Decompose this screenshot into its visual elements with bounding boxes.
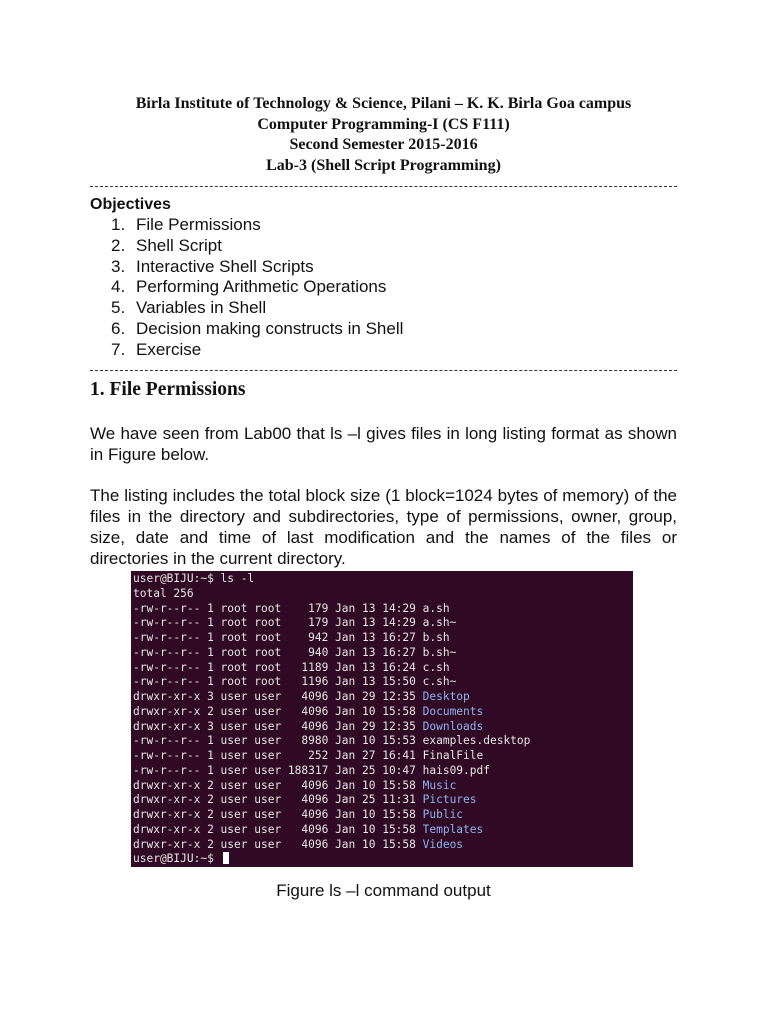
terminal-listing-row (133, 734, 633, 749)
objective-item: 4. Performing Arithmetic Operations (111, 277, 387, 297)
terminal-listing-row (133, 646, 633, 661)
terminal-listing-row (133, 764, 633, 779)
paragraph-intro: We have seen from Lab00 that ls –l gives files in long listing format as shown in Figure below. (90, 424, 677, 464)
listing-file-name: a.sh (422, 601, 450, 615)
objective-item: 3. Interactive Shell Scripts (111, 256, 314, 276)
listing-attributes: drwxr-xr-x 2 user user 4096 Jan 25 11:31 (133, 793, 423, 807)
objective-item: 2. Shell Script (111, 235, 222, 255)
terminal-listing-row (133, 779, 633, 794)
figure-caption: Figure ls –l command output (276, 881, 491, 900)
listing-attributes: -rw-r--r-- 1 root root 940 Jan 13 16:27 (133, 645, 423, 659)
listing-directory-name: Music (422, 778, 457, 792)
objective-item: 1. File Permissions (111, 215, 261, 234)
terminal-final-prompt: user@BIJU:~$ (133, 852, 633, 867)
terminal-screenshot (131, 571, 633, 867)
terminal-listing-row (133, 793, 633, 808)
objectives-list (111, 215, 403, 361)
listing-attributes: drwxr-xr-x 2 user user 4096 Jan 10 15:58 (133, 822, 423, 836)
objective-item: 6. Decision making constructs in Shell (111, 318, 404, 338)
listing-attributes: drwxr-xr-x 2 user user 4096 Jan 10 15:58 (133, 704, 423, 718)
listing-file-name: examples.desktop (422, 734, 531, 748)
listing-attributes: -rw-r--r-- 1 user user 8980 Jan 10 15:53 (133, 734, 423, 748)
semester: Second Semester 2015-2016 (289, 136, 478, 153)
listing-file-name: a.sh~ (422, 616, 457, 630)
document-header (90, 94, 677, 176)
divider-top (90, 186, 677, 187)
terminal-listing-row (133, 675, 633, 690)
paragraph-listing-description: The listing includes the total block size (1 block=1024 bytes of memory) of the files in the directory and subdirectories, type of permissions, owner, group, size, date and time of last modification and the names of the files or directories in the current directory. (90, 486, 677, 568)
objectives-heading: Objectives (90, 196, 171, 213)
terminal-listing-row (133, 749, 633, 764)
listing-directory-name: Videos (422, 837, 464, 851)
listing-attributes: -rw-r--r-- 1 root root 942 Jan 13 16:27 (133, 631, 423, 644)
terminal-listing (133, 602, 633, 853)
terminal-listing-row (133, 690, 633, 705)
listing-file-name: c.sh~ (422, 675, 457, 689)
listing-file-name: b.sh (422, 631, 450, 644)
listing-attributes: -rw-r--r-- 1 root root 1189 Jan 13 16:24 (133, 660, 423, 674)
terminal-listing-row (133, 631, 633, 646)
listing-directory-name: Documents (422, 704, 484, 718)
listing-directory-name: Pictures (422, 793, 477, 807)
listing-directory-name: Downloads (422, 719, 484, 733)
listing-directory-name: Templates (422, 822, 484, 836)
terminal-total-line: total 256 (133, 586, 194, 600)
listing-attributes: drwxr-xr-x 3 user user 4096 Jan 29 12:35 (133, 690, 423, 703)
listing-attributes: drwxr-xr-x 3 user user 4096 Jan 29 12:35 (133, 719, 423, 733)
listing-attributes: -rw-r--r-- 1 root root 179 Jan 13 14:29 (133, 601, 423, 615)
listing-file-name: FinalFile (422, 749, 484, 762)
course-name: Computer Programming-I (CS F111) (257, 115, 510, 133)
listing-attributes: drwxr-xr-x 2 user user 4096 Jan 10 15:58 (133, 837, 423, 851)
listing-directory-name: Public (422, 808, 464, 821)
terminal-cursor (223, 852, 229, 864)
listing-attributes: -rw-r--r-- 1 root root 179 Jan 13 14:29 (133, 616, 423, 630)
terminal-listing-row (133, 838, 633, 853)
divider-bottom (90, 370, 677, 371)
listing-attributes: -rw-r--r-- 1 user user 252 Jan 27 16:41 (133, 749, 423, 762)
objective-item: 5. Variables in Shell (111, 298, 267, 318)
terminal-listing-row (133, 823, 633, 838)
terminal-listing-row (133, 808, 633, 823)
listing-directory-name: Desktop (422, 690, 470, 703)
terminal-listing-row (133, 661, 633, 676)
terminal-command-line: user@BIJU:~$ ls -l (133, 572, 255, 585)
listing-attributes: -rw-r--r-- 1 user user 188317 Jan 25 10:47 (133, 763, 423, 777)
listing-file-name: c.sh (422, 660, 450, 674)
terminal-listing-row (133, 602, 633, 617)
listing-attributes: drwxr-xr-x 2 user user 4096 Jan 10 15:58 (133, 808, 423, 821)
listing-file-name: hais09.pdf (422, 763, 490, 777)
terminal-listing-row (133, 720, 633, 735)
objective-item: 7. Exercise (111, 339, 202, 359)
lab-title: Lab-3 (Shell Script Programming) (266, 156, 501, 174)
section-heading: 1. File Permissions (90, 379, 246, 400)
listing-attributes: drwxr-xr-x 2 user user 4096 Jan 10 15:58 (133, 778, 423, 792)
terminal-listing-row (133, 705, 633, 720)
terminal-listing-row (133, 616, 633, 631)
listing-file-name: b.sh~ (422, 645, 457, 659)
institute-name: Birla Institute of Technology & Science, Pilani – K. K. Birla Goa campus (135, 95, 632, 112)
listing-attributes: -rw-r--r-- 1 root root 1196 Jan 13 15:50 (133, 675, 423, 689)
